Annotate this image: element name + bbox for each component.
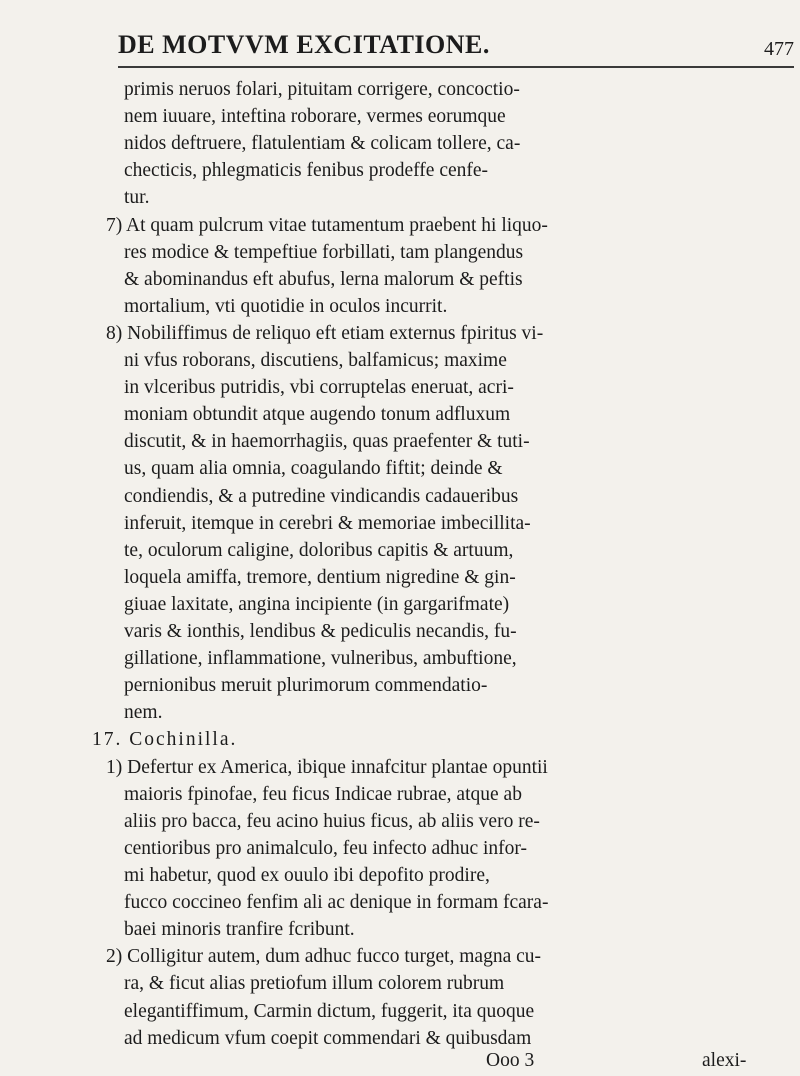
text-line: nidos deftruere, flatulentiam & colicam tollere, ca- (124, 133, 521, 155)
text-line: res modice & tempeftiue forbillati, tam plangendus (124, 241, 524, 263)
text-line: inferuit, itemque in cerebri & memoriae imbecillita- (124, 512, 531, 534)
text-line: nem. (124, 702, 163, 724)
text-line: ni vfus roborans, discutiens, balfamicus; maxime (124, 350, 507, 372)
text-line: us, quam alia omnia, coagulando fiftit; deinde & (124, 458, 503, 480)
text-line: ra, & ficut alias pretiofum illum colorem rubrum (124, 973, 505, 995)
catchword: alexi- (702, 1050, 747, 1071)
text-line: ad medicum vfum coepit commendari & quibusdam (124, 1027, 532, 1049)
signature-mark: Ooo 3 (486, 1050, 535, 1071)
text-line: giuae laxitate, angina incipiente (in gargarifmate) (124, 593, 510, 615)
text-line: moniam obtundit atque augendo tonum adfluxum (124, 404, 511, 426)
text-line: gillatione, inflammatione, vulneribus, ambuftione, (124, 648, 517, 670)
text-line: baei minoris tranfire fcribunt. (124, 919, 355, 941)
text-line: checticis, phlegmaticis fenibus prodeffe cenfe- (124, 160, 489, 182)
text-line: aliis pro bacca, feu acino huius ficus, ab aliis vero re- (124, 810, 540, 832)
text-line: maioris fpinofae, feu ficus Indicae rubrae, atque ab (124, 783, 522, 805)
paragraph-8-line: 8) Nobiliffimus de reliquo eft etiam externus fpiritus vi- (106, 322, 544, 344)
text-line: varis & ionthis, lendibus & pediculis necandis, fu- (124, 621, 517, 643)
text-line: te, oculorum caligine, doloribus capitis & artuum, (124, 539, 514, 561)
text-line: centioribus pro animalculo, feu infecto adhuc infor- (124, 837, 528, 859)
page-number: 477 (764, 38, 794, 60)
text-line: primis neruos folari, pituitam corrigere, concoctio- (124, 79, 520, 100)
text-line: in vlceribus putridis, vbi corruptelas eneruat, acri- (124, 377, 514, 399)
text-line: tur. (124, 187, 150, 209)
paragraph-2-line: 2) Colligitur autem, dum adhuc fucco turget, magna cu- (106, 946, 542, 968)
text-line: nem iuuare, inteftina roborare, vermes eorumque (124, 106, 506, 128)
text-line: elegantiffimum, Carmin dictum, fuggerit, ita quoque (124, 1000, 535, 1022)
text-line: condiendis, & a putredine vindicandis cadaueribus (124, 485, 519, 507)
header-rule (118, 66, 794, 68)
text-line: discutit, & in haemorrhagiis, quas praefenter & tuti- (124, 431, 530, 453)
section-heading: 17. Cochinilla. (92, 729, 238, 751)
text-line: fucco coccineo fenfim ali ac denique in formam fcara- (124, 892, 549, 914)
text-line: & abominandus eft abufus, lerna malorum & peftis (124, 268, 523, 290)
page-header (118, 30, 794, 70)
paragraph-1-line: 1) Defertur ex America, ibique innafcitur plantae opuntii (106, 756, 548, 778)
running-title: DE MOTVVM EXCITATIONE. (118, 30, 490, 59)
text-line: mi habetur, quod ex ouulo ibi depofito prodire, (124, 865, 490, 886)
text-line: pernionibus meruit plurimorum commendatio- (124, 675, 488, 697)
paragraph-7-line: 7) At quam pulcrum vitae tutamentum praebent hi liquo- (106, 214, 548, 236)
text-line: loquela amiffa, tremore, dentium nigredine & gin- (124, 566, 516, 588)
text-line: mortalium, vti quotidie in oculos incurrit. (124, 295, 448, 317)
